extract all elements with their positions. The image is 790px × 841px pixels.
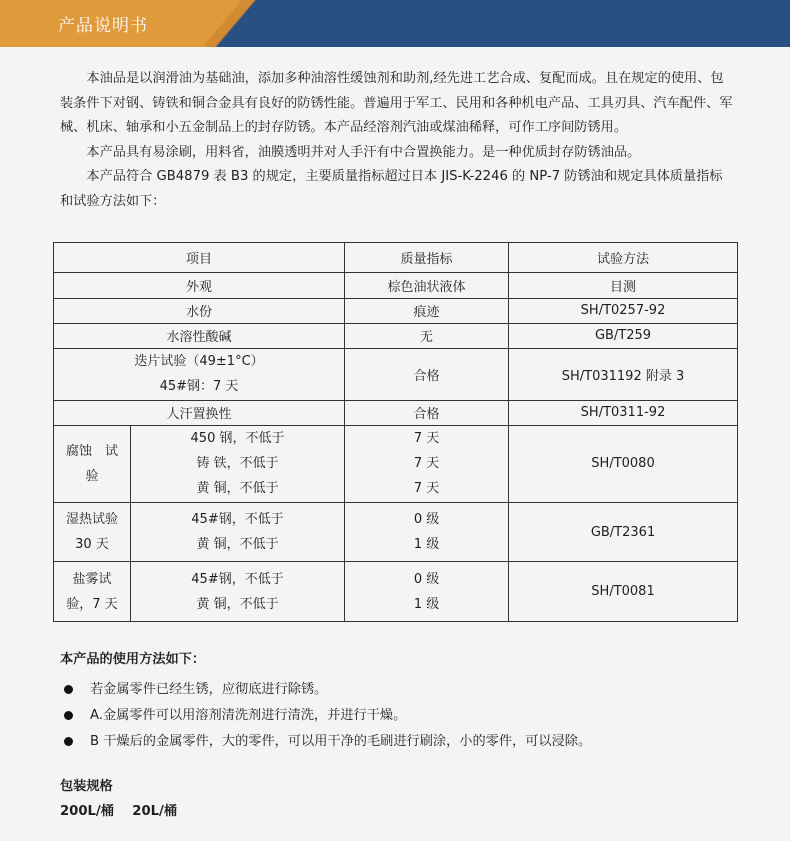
spec-value: 1 级 [413, 596, 440, 612]
cell-method: GB/T259 [509, 323, 738, 348]
page-title: 产品说明书 [58, 16, 148, 36]
bullet-icon [64, 737, 73, 746]
intro-text [60, 67, 735, 214]
table-row [54, 323, 738, 348]
spec-table [53, 242, 738, 622]
usage-section [60, 648, 740, 755]
cell-spec: 棕色油状液体 [345, 273, 509, 298]
usage-text: A.金属零件可以用溶剂清洗剂进行清洗，并进行干燥。 [90, 708, 407, 723]
spec-value: 7 天 [413, 481, 440, 497]
cell-item [54, 349, 345, 401]
usage-list [60, 677, 740, 755]
cell-group-label [54, 562, 131, 622]
cell-item: 人汗置换性 [54, 400, 345, 425]
spec-value: 0 级 [413, 512, 440, 528]
cell-method: SH/T0257-92 [509, 298, 738, 323]
list-item [60, 703, 740, 729]
intro-paragraph: 本产品具有易涂刷，用料省，油膜透明并对人手汗有中合置换能力。是一种优质封存防锈油品。 [86, 144, 641, 160]
header-method: 试验方法 [509, 243, 738, 273]
group-label-line1: 湿热试验 [65, 512, 118, 528]
spec-value: 7 天 [413, 456, 440, 472]
spec-value: 7 天 [413, 431, 440, 447]
bullet-icon [64, 685, 73, 694]
packaging-title: 包装规格 [60, 779, 113, 794]
group-label-line1: 腐蚀 试 [65, 443, 118, 459]
group-label-line2: 30 天 [75, 537, 109, 553]
subitem: 铸 铁，不低于 [196, 456, 279, 472]
cell-method: SH/T031192 附录 3 [509, 349, 738, 401]
cell-spec [345, 425, 509, 502]
leaf-test-line1: 迭片试验（49±1°C） [134, 354, 264, 370]
usage-text: 若金属零件已经生锈，应彻底进行除锈。 [90, 682, 328, 697]
group-label-line2: 验，7 天 [66, 596, 118, 612]
subitem: 黄 铜，不低于 [196, 596, 279, 612]
subitem: 黄 铜，不低于 [196, 481, 279, 497]
table-header-row [54, 243, 738, 273]
cell-subitems [131, 562, 345, 622]
table-row [54, 400, 738, 425]
cell-spec: 合格 [345, 349, 509, 401]
table-row [54, 273, 738, 298]
cell-item: 外观 [54, 273, 345, 298]
group-label-line1: 盐雾试 [72, 571, 112, 587]
header-spec: 质量指标 [345, 243, 509, 273]
cell-method: 目测 [509, 273, 738, 298]
subitem: 45#钢，不低于 [191, 571, 284, 587]
table-row [54, 562, 738, 622]
spec-value: 0 级 [413, 571, 440, 587]
subitem: 450 钢，不低于 [190, 431, 285, 447]
intro-paragraph: 本油品是以润滑油为基础油，添加多种油溶性缓蚀剂和助剂,经先进工艺合成、复配而成。且在规定的使用、包装条件下对钢、铸铁和铜合金具有良好的防锈性能。普遍用于军工、民用和各种机电产品、工具刃具、汽车配件、军械、机床、轴承和小五金制品上的封存防锈。本产品经溶剂汽油或煤油稀释，可作工序间防锈用。 [60, 71, 733, 135]
usage-title: 本产品的使用方法如下： [60, 652, 206, 667]
spec-value: 1 级 [413, 537, 440, 553]
cell-spec: 痕迹 [345, 298, 509, 323]
cell-spec: 无 [345, 323, 509, 348]
intro-paragraph: 本产品符合 GB4879 表 B3 的规定，主要质量指标超过日本 JIS-K-2246 的 NP-7 防锈油和规定具体质量指标和试验方法如下： [60, 169, 723, 209]
packaging-sizes: 200L/桶 20L/桶 [60, 804, 178, 819]
usage-text: B 干燥后的金属零件，大的零件，可以用干净的毛刷进行刷涂，小的零件，可以浸除。 [90, 734, 592, 749]
cell-group-label [54, 425, 131, 502]
cell-spec: 合格 [345, 400, 509, 425]
cell-method: SH/T0080 [509, 425, 738, 502]
list-item [60, 729, 740, 755]
cell-method: SH/T0311-92 [509, 400, 738, 425]
group-label-line2: 验 [85, 468, 99, 484]
table-row [54, 502, 738, 562]
cell-spec [345, 502, 509, 562]
packaging-section [60, 774, 177, 824]
cell-item: 水份 [54, 298, 345, 323]
leaf-test-line2: 45#钢：7 天 [159, 379, 239, 395]
header-item: 项目 [54, 243, 345, 273]
cell-method: GB/T2361 [509, 502, 738, 562]
cell-group-label [54, 502, 131, 562]
cell-method: SH/T0081 [509, 562, 738, 622]
bullet-icon [64, 711, 73, 720]
table-row [54, 425, 738, 502]
subitem: 45#钢，不低于 [191, 512, 284, 528]
cell-subitems [131, 502, 345, 562]
table-row [54, 298, 738, 323]
header-banner [0, 0, 790, 47]
cell-subitems [131, 425, 345, 502]
subitem: 黄 铜，不低于 [196, 537, 279, 553]
cell-spec [345, 562, 509, 622]
cell-item: 水溶性酸碱 [54, 323, 345, 348]
list-item [60, 677, 740, 703]
table-row [54, 349, 738, 401]
